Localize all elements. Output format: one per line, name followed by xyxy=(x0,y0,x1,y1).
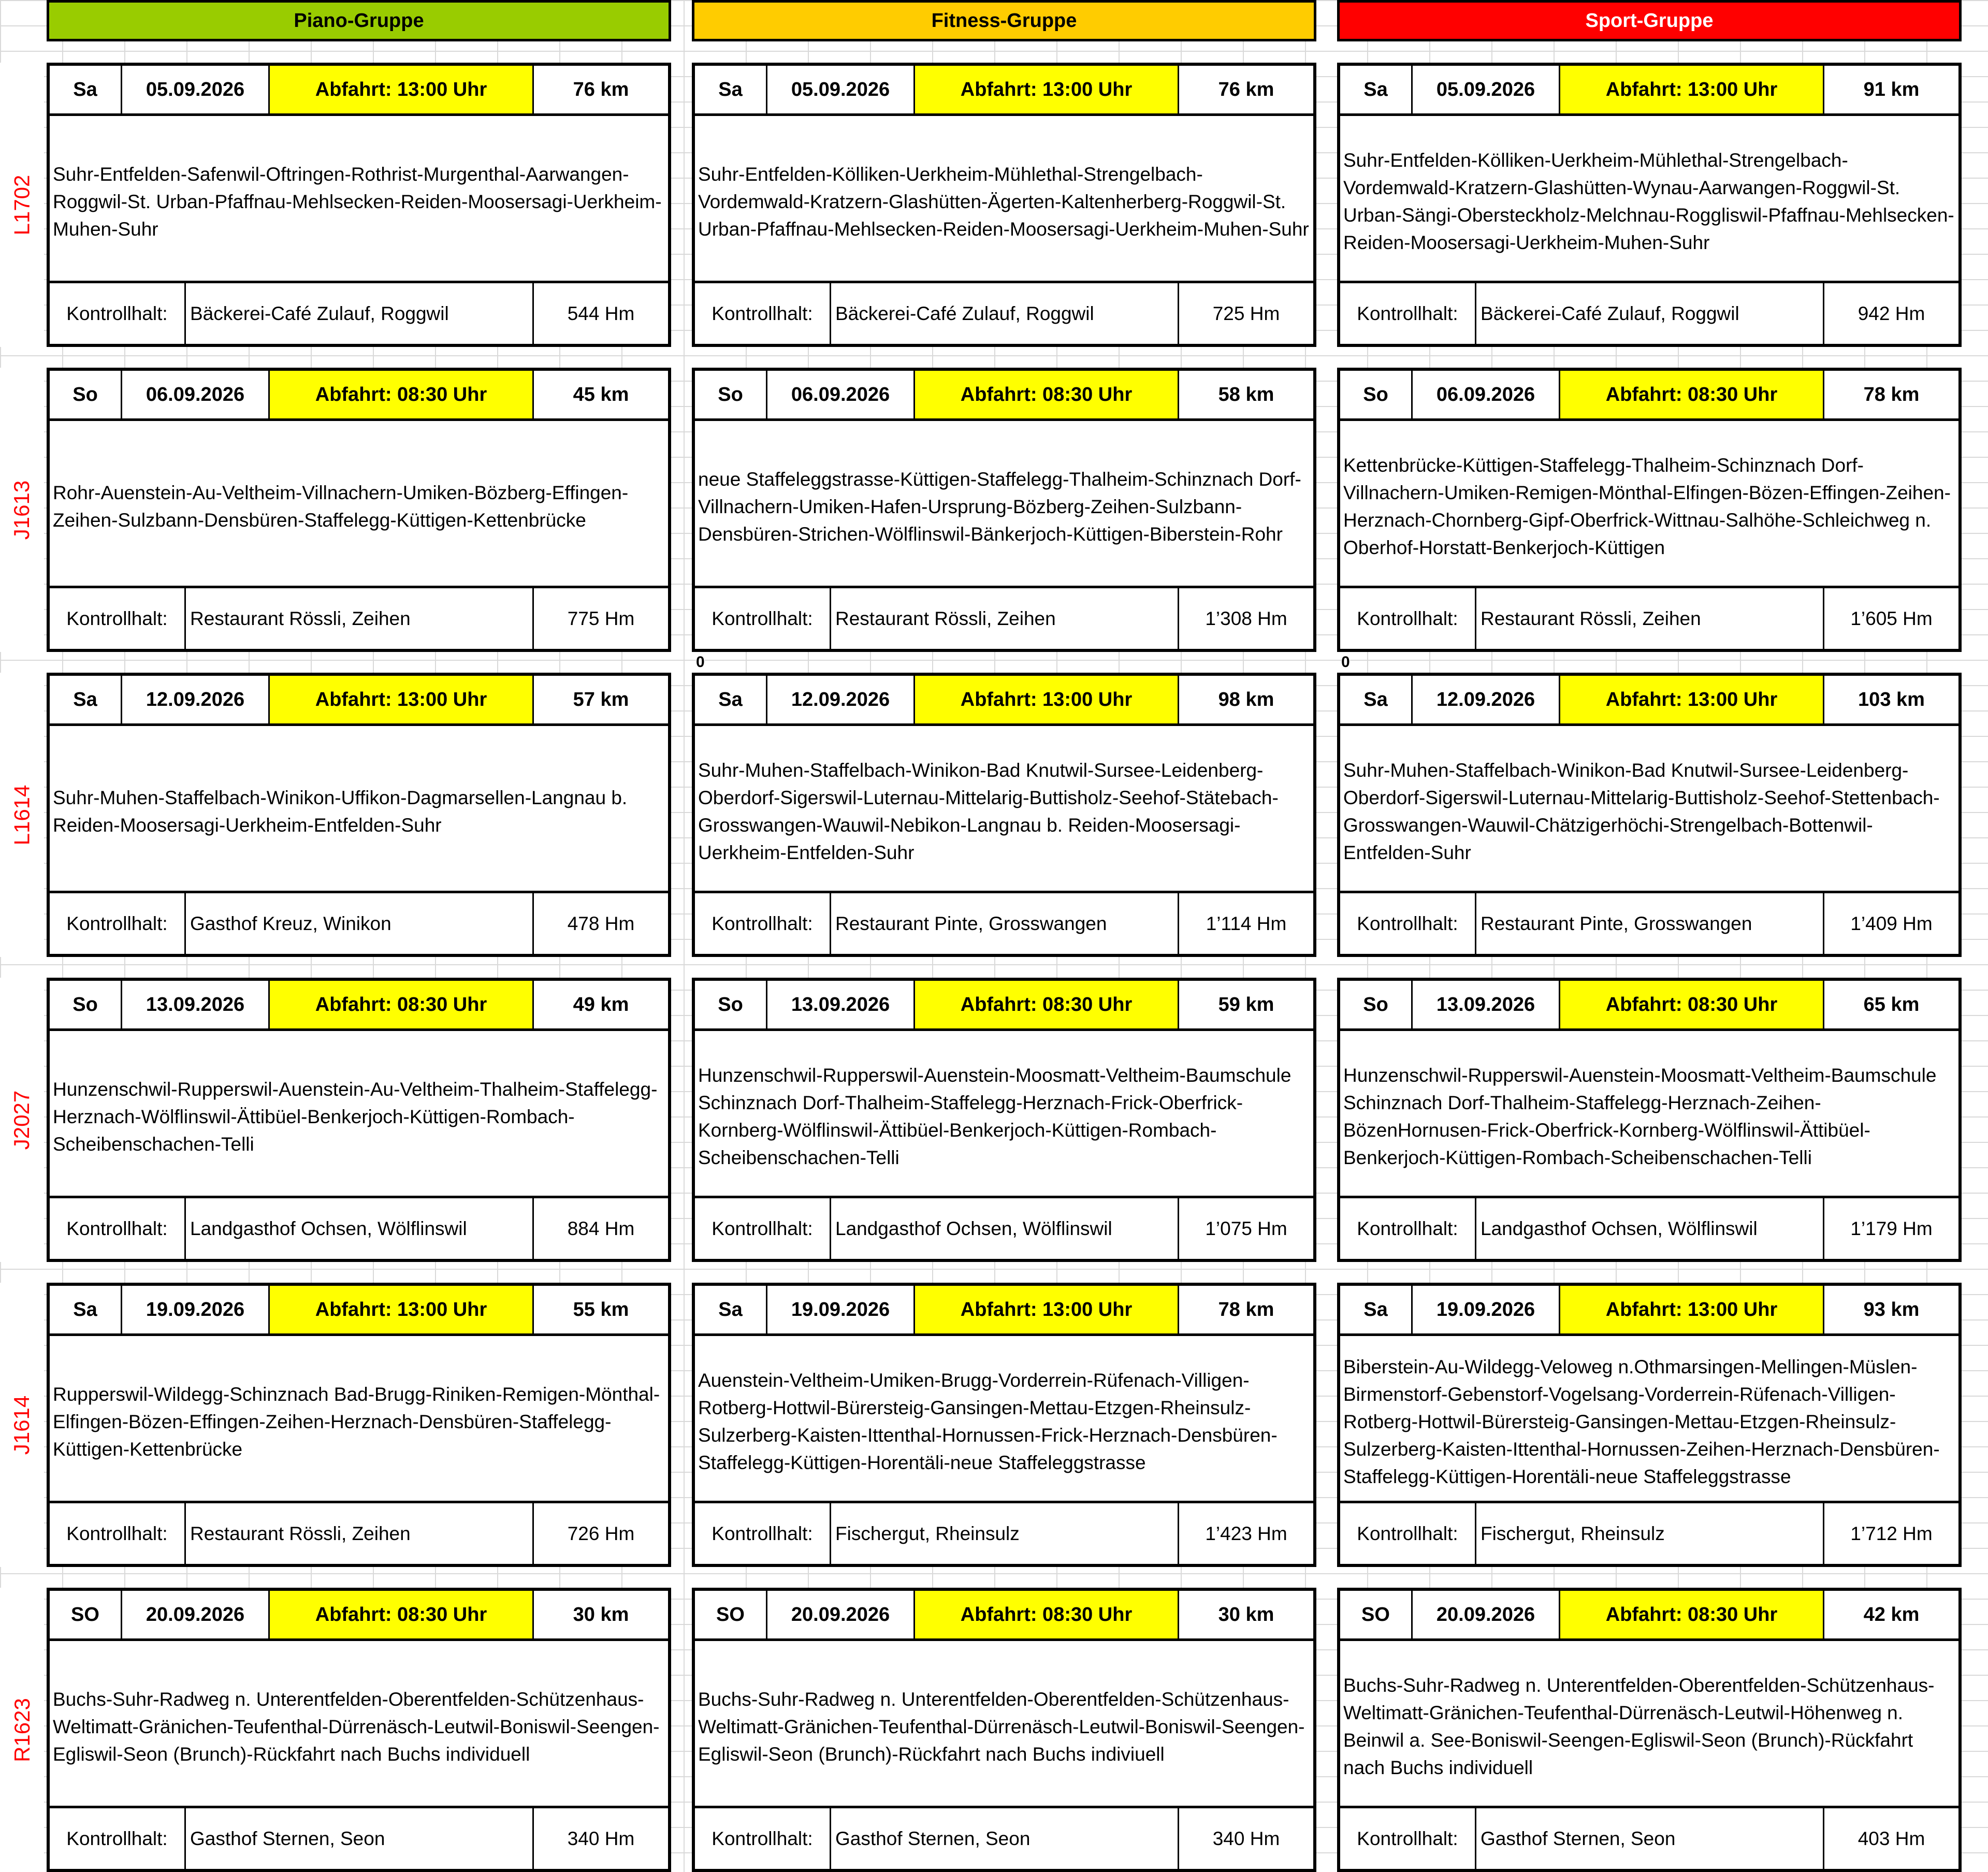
tour-departure: Abfahrt: 08:30 Uhr xyxy=(1560,371,1824,418)
tour-stop-row xyxy=(50,281,668,344)
tour-stop-row xyxy=(1340,891,1958,954)
kontrollhalt-label: Kontrollhalt: xyxy=(695,1808,831,1869)
tour-header-row xyxy=(1340,676,1958,726)
tour-route-text: Suhr-Muhen-Staffelbach-Winikon-Uffikon-Dagmarsellen-Langnau b. Reiden-Moosersagi-Uerkheim-Entfelden-Suhr xyxy=(53,787,628,836)
tour-route-text: Rohr-Auenstein-Au-Veltheim-Villnachern-Umiken-Bözberg-Effingen-Zeihen-Sulzbann-Densbüren-Staffelegg-Küttigen-Kettenbrücke xyxy=(53,482,629,531)
tour-elevation: 340 Hm xyxy=(567,1827,635,1849)
tour-code-label: J1614 xyxy=(9,1395,34,1455)
kontrollhalt-label: Kontrollhalt: xyxy=(1340,283,1476,344)
tour-card xyxy=(47,1283,671,1567)
tour-card xyxy=(1337,978,1962,1262)
tour-card xyxy=(47,673,671,957)
kontrollhalt-label: Kontrollhalt: xyxy=(50,588,186,649)
kontrollhalt-label: Kontrollhalt: xyxy=(1340,1503,1476,1564)
tour-distance: 93 km xyxy=(1863,1298,1920,1320)
tour-elevation: 1’712 Hm xyxy=(1850,1522,1933,1544)
tour-stop-row xyxy=(695,891,1313,954)
tour-departure: Abfahrt: 13:00 Uhr xyxy=(270,66,534,113)
tour-date: 20.09.2026 xyxy=(1413,1591,1560,1638)
tour-route-text: Kettenbrücke-Küttigen-Staffelegg-Thalheim-Schinznach Dorf-Villnachern-Umiken-Remigen-Mönthal-Elfingen-Bözen-Effingen-Zeihen-Herznach-Chornberg-Gipf-Oberfrick-Wittnau-Salhöhe-Schleichweg n. Oberhof-Horstatt-Benkerjoch-Küttigen xyxy=(1343,455,1951,558)
tour-route xyxy=(698,1031,1311,1202)
tour-elevation: 340 Hm xyxy=(1212,1827,1280,1849)
tour-stop-row xyxy=(50,891,668,954)
tour-elevation: 478 Hm xyxy=(567,912,635,934)
tour-date: 13.09.2026 xyxy=(122,981,270,1028)
tour-departure: Abfahrt: 08:30 Uhr xyxy=(270,1591,534,1638)
tour-header-row xyxy=(1340,371,1958,421)
tour-route xyxy=(53,726,666,897)
kontrollhalt-place: Gasthof Sternen, Seon xyxy=(1476,1808,1824,1869)
tour-distance: 30 km xyxy=(1218,1603,1274,1626)
tour-card xyxy=(47,63,671,347)
tour-date: 19.09.2026 xyxy=(122,1286,270,1333)
tour-distance: 103 km xyxy=(1858,688,1925,710)
tour-day: Sa xyxy=(50,676,122,723)
tour-day: Sa xyxy=(695,66,767,113)
tour-code xyxy=(0,63,44,347)
tour-date: 06.09.2026 xyxy=(1413,371,1560,418)
tour-day: Sa xyxy=(695,676,767,723)
kontrollhalt-label: Kontrollhalt: xyxy=(1340,588,1476,649)
tour-stop-row xyxy=(1340,586,1958,649)
kontrollhalt-place: Restaurant Pinte, Grosswangen xyxy=(1476,893,1824,954)
tour-distance: 42 km xyxy=(1863,1603,1920,1626)
tour-route xyxy=(53,1336,666,1507)
tour-header-row xyxy=(50,1591,668,1641)
kontrollhalt-label: Kontrollhalt: xyxy=(695,893,831,954)
tour-distance: 76 km xyxy=(573,78,629,100)
tour-card xyxy=(1337,1283,1962,1567)
tour-header-row xyxy=(1340,981,1958,1031)
tour-card xyxy=(692,1588,1316,1872)
tour-header-row xyxy=(695,676,1313,726)
tour-stop-row xyxy=(50,1806,668,1869)
tour-departure: Abfahrt: 08:30 Uhr xyxy=(915,371,1179,418)
tour-distance: 65 km xyxy=(1863,993,1920,1015)
header-sport-gruppe: Sport-Gruppe xyxy=(1337,0,1962,41)
tour-day: Sa xyxy=(50,1286,122,1333)
tour-day: So xyxy=(695,981,767,1028)
tour-elevation: 1’179 Hm xyxy=(1850,1217,1933,1239)
tour-header-row xyxy=(50,66,668,116)
tour-code-label: L1702 xyxy=(9,175,34,235)
tour-stop-row xyxy=(695,586,1313,649)
tour-card xyxy=(47,1588,671,1872)
kontrollhalt-label: Kontrollhalt: xyxy=(50,1503,186,1564)
tour-stop-row xyxy=(1340,281,1958,344)
tour-route xyxy=(698,1336,1311,1507)
tour-route xyxy=(1343,421,1956,592)
tour-elevation: 1’423 Hm xyxy=(1205,1522,1287,1544)
tour-code xyxy=(0,978,44,1262)
kontrollhalt-place: Bäckerei-Café Zulauf, Roggwil xyxy=(831,283,1179,344)
tour-stop-row xyxy=(50,1196,668,1259)
tour-stop-row xyxy=(50,586,668,649)
zero-mark-sport: 0 xyxy=(1341,654,1350,671)
tour-departure: Abfahrt: 13:00 Uhr xyxy=(270,1286,534,1333)
tour-day: Sa xyxy=(1340,1286,1413,1333)
tour-card xyxy=(1337,368,1962,652)
tour-header-row xyxy=(1340,1286,1958,1336)
header-piano-gruppe: Piano-Gruppe xyxy=(47,0,671,41)
kontrollhalt-label: Kontrollhalt: xyxy=(1340,893,1476,954)
tour-header-row xyxy=(695,1591,1313,1641)
tour-elevation: 403 Hm xyxy=(1858,1827,1925,1849)
kontrollhalt-label: Kontrollhalt: xyxy=(695,1198,831,1259)
tour-elevation: 725 Hm xyxy=(1212,302,1280,324)
header-fitness-gruppe: Fitness-Gruppe xyxy=(692,0,1316,41)
tour-departure: Abfahrt: 13:00 Uhr xyxy=(1560,676,1824,723)
tour-elevation: 544 Hm xyxy=(567,302,635,324)
tour-day: SO xyxy=(695,1591,767,1638)
tour-distance: 78 km xyxy=(1218,1298,1274,1320)
tour-route-text: Biberstein-Au-Wildegg-Veloweg n.Othmarsingen-Mellingen-Müslen-Birmenstorf-Gebenstorf-Vogelsang-Vorderrein-Rüfenach-Villigen-Rotberg-Hottwil-Bürersteig-Gansingen-Mettau-Etzgen-Rheinsulz-Sulzerberg-Kaisten-Ittenthal-Hornussen-Zeihen-Herznach-Densbüren-Staffelegg-Küttigen-Horentäli-neue Staffeleggstrasse xyxy=(1343,1356,1940,1487)
tour-departure: Abfahrt: 13:00 Uhr xyxy=(1560,66,1824,113)
tour-route xyxy=(1343,726,1956,897)
tour-elevation: 726 Hm xyxy=(567,1522,635,1544)
tour-departure: Abfahrt: 08:30 Uhr xyxy=(915,1591,1179,1638)
kontrollhalt-label: Kontrollhalt: xyxy=(1340,1198,1476,1259)
tour-stop-row xyxy=(1340,1806,1958,1869)
tour-card xyxy=(692,368,1316,652)
tour-elevation: 1’409 Hm xyxy=(1850,912,1933,934)
tour-stop-row xyxy=(1340,1196,1958,1259)
tour-card xyxy=(692,1283,1316,1567)
zero-mark-fitness: 0 xyxy=(696,654,705,671)
tour-header-row xyxy=(695,66,1313,116)
tour-distance: 91 km xyxy=(1863,78,1920,100)
tour-elevation: 884 Hm xyxy=(567,1217,635,1239)
tour-date: 20.09.2026 xyxy=(122,1591,270,1638)
tour-card xyxy=(47,368,671,652)
tour-code-label: L1614 xyxy=(9,785,34,845)
tour-day: So xyxy=(695,371,767,418)
tour-route-text: Suhr-Muhen-Staffelbach-Winikon-Bad Knutwil-Sursee-Leidenberg-Oberdorf-Sigerswil-Luternau-Mittelarig-Buttisholz-Seehof-Stettenbach-Grosswangen-Wauwil-Chätzigerhöchi-Strengelbach-Bottenwil-Entfelden-Suhr xyxy=(1343,760,1940,863)
tour-day: So xyxy=(50,371,122,418)
tour-distance: 59 km xyxy=(1218,993,1274,1015)
tour-header-row xyxy=(1340,66,1958,116)
tour-elevation: 1’114 Hm xyxy=(1206,912,1287,934)
kontrollhalt-place: Landgasthof Ochsen, Wölflinswil xyxy=(831,1198,1179,1259)
tour-distance: 58 km xyxy=(1218,383,1274,405)
kontrollhalt-place: Restaurant Rössli, Zeihen xyxy=(186,1503,534,1564)
kontrollhalt-place: Restaurant Rössli, Zeihen xyxy=(831,588,1179,649)
tour-route-text: Buchs-Suhr-Radweg n. Unterentfelden-Oberentfelden-Schützenhaus-Weltimatt-Gränichen-Teufenthal-Dürrenäsch-Leutwil-Höhenweg n. Beinwil a. See-Boniswil-Seengen-Egliswil-Seon (Brunch)-Rückfahrt nach Buchs individuell xyxy=(1343,1675,1935,1778)
kontrollhalt-place: Restaurant Rössli, Zeihen xyxy=(1476,588,1824,649)
tour-card xyxy=(47,978,671,1262)
tour-date: 13.09.2026 xyxy=(767,981,915,1028)
tour-departure: Abfahrt: 08:30 Uhr xyxy=(270,371,534,418)
kontrollhalt-label: Kontrollhalt: xyxy=(50,1808,186,1869)
kontrollhalt-place: Gasthof Kreuz, Winikon xyxy=(186,893,534,954)
kontrollhalt-label: Kontrollhalt: xyxy=(695,283,831,344)
tour-stop-row xyxy=(1340,1501,1958,1564)
tour-day: SO xyxy=(1340,1591,1413,1638)
tour-distance: 45 km xyxy=(573,383,629,405)
tour-route xyxy=(698,1641,1311,1812)
kontrollhalt-place: Landgasthof Ochsen, Wölflinswil xyxy=(186,1198,534,1259)
tour-stop-row xyxy=(695,281,1313,344)
tour-day: So xyxy=(1340,371,1413,418)
tour-route xyxy=(1343,1336,1956,1507)
tour-day: Sa xyxy=(1340,676,1413,723)
tour-date: 06.09.2026 xyxy=(122,371,270,418)
tour-header-row xyxy=(50,1286,668,1336)
tour-date: 06.09.2026 xyxy=(767,371,915,418)
tour-route xyxy=(1343,1641,1956,1812)
tour-code xyxy=(0,1283,44,1567)
kontrollhalt-label: Kontrollhalt: xyxy=(1340,1808,1476,1869)
tour-day: Sa xyxy=(1340,66,1413,113)
tour-header-row xyxy=(695,981,1313,1031)
tour-route xyxy=(698,726,1311,897)
tour-departure: Abfahrt: 08:30 Uhr xyxy=(1560,981,1824,1028)
tour-code xyxy=(0,673,44,957)
tour-route xyxy=(698,116,1311,287)
tour-day: Sa xyxy=(695,1286,767,1333)
kontrollhalt-label: Kontrollhalt: xyxy=(50,1198,186,1259)
tour-route-text: Hunzenschwil-Rupperswil-Auenstein-Moosmatt-Veltheim-Baumschule Schinznach Dorf-Thalheim-Staffelegg-Herznach-Frick-Oberfrick-Kornberg-Wölflinswil-Ättibüel-Benkerjoch-Küttigen-Rombach-Scheibenschachen-Telli xyxy=(698,1065,1292,1168)
tour-route xyxy=(1343,116,1956,287)
tour-date: 12.09.2026 xyxy=(1413,676,1560,723)
tour-elevation: 775 Hm xyxy=(567,607,635,629)
kontrollhalt-place: Bäckerei-Café Zulauf, Roggwil xyxy=(1476,283,1824,344)
kontrollhalt-label: Kontrollhalt: xyxy=(50,283,186,344)
tour-distance: 49 km xyxy=(573,993,629,1015)
tour-header-row xyxy=(695,1286,1313,1336)
tour-day: Sa xyxy=(50,66,122,113)
kontrollhalt-place: Landgasthof Ochsen, Wölflinswil xyxy=(1476,1198,1824,1259)
tour-date: 05.09.2026 xyxy=(122,66,270,113)
tour-date: 19.09.2026 xyxy=(1413,1286,1560,1333)
tour-route-text: Buchs-Suhr-Radweg n. Unterentfelden-Oberentfelden-Schützenhaus-Weltimatt-Gränichen-Teufenthal-Dürrenäsch-Leutwil-Boniswil-Seengen-Egliswil-Seon (Brunch)-Rückfahrt nach Buchs individuell xyxy=(53,1688,660,1765)
tour-route-text: Auenstein-Veltheim-Umiken-Brugg-Vorderrein-Rüfenach-Villigen-Rotberg-Hottwil-Bürersteig-Gansingen-Mettau-Etzgen-Rheinsulz-Sulzerberg-Kaisten-Ittenthal-Hornussen-Frick-Herznach-Densbüren-Staffelegg-Küttigen-Horentäli-neue Staffeleggstrasse xyxy=(698,1370,1278,1473)
tour-distance: 55 km xyxy=(573,1298,629,1320)
tour-stop-row xyxy=(50,1501,668,1564)
tour-departure: Abfahrt: 13:00 Uhr xyxy=(270,676,534,723)
tour-header-row xyxy=(50,676,668,726)
tour-card xyxy=(692,673,1316,957)
tour-departure: Abfahrt: 08:30 Uhr xyxy=(915,981,1179,1028)
tour-card xyxy=(1337,63,1962,347)
tour-route-text: Suhr-Entfelden-Kölliken-Uerkheim-Mühlethal-Strengelbach-Vordemwald-Kratzern-Glashütten-Ägerten-Kaltenherberg-Roggwil-St. Urban-Pfaffnau-Mehlsecken-Reiden-Moosersagi-Uerkheim-Muhen-Suhr xyxy=(698,163,1309,240)
tour-departure: Abfahrt: 13:00 Uhr xyxy=(1560,1286,1824,1333)
tour-code-label: J1613 xyxy=(9,480,34,540)
tour-route xyxy=(53,1031,666,1202)
kontrollhalt-place: Gasthof Sternen, Seon xyxy=(186,1808,534,1869)
tour-distance: 30 km xyxy=(573,1603,629,1626)
tour-card xyxy=(1337,1588,1962,1872)
kontrollhalt-place: Gasthof Sternen, Seon xyxy=(831,1808,1179,1869)
tour-departure: Abfahrt: 13:00 Uhr xyxy=(915,1286,1179,1333)
tour-elevation: 1’075 Hm xyxy=(1205,1217,1287,1239)
tour-route-text: neue Staffeleggstrasse-Küttigen-Staffelegg-Thalheim-Schinznach Dorf-Villnachern-Umiken-Hafen-Ursprung-Bözberg-Zeihen-Sulzbann-Densbüren-Strichen-Wölflinswil-Bänkerjoch-Küttigen-Biberstein-Rohr xyxy=(698,468,1301,545)
tour-route-text: Rupperswil-Wildegg-Schinznach Bad-Brugg-Riniken-Remigen-Mönthal-Elfingen-Bözen-Effingen-Zeihen-Herznach-Densbüren-Staffelegg-Küttigen-Kettenbrücke xyxy=(53,1383,660,1460)
tour-stop-row xyxy=(695,1196,1313,1259)
tour-departure: Abfahrt: 08:30 Uhr xyxy=(1560,1591,1824,1638)
tour-card xyxy=(692,63,1316,347)
tour-code-label: R1623 xyxy=(9,1697,34,1762)
tour-day: SO xyxy=(50,1591,122,1638)
tour-date: 13.09.2026 xyxy=(1413,981,1560,1028)
tour-route xyxy=(1343,1031,1956,1202)
tour-code-label: J2027 xyxy=(9,1090,34,1150)
tour-distance: 76 km xyxy=(1218,78,1274,100)
tour-route xyxy=(53,421,666,592)
tour-route-text: Buchs-Suhr-Radweg n. Unterentfelden-Oberentfelden-Schützenhaus-Weltimatt-Gränichen-Teufenthal-Dürrenäsch-Leutwil-Boniswil-Seengen-Egliswil-Seon (Brunch)-Rückfahrt nach Buchs indiviuell xyxy=(698,1688,1305,1765)
tour-header-row xyxy=(1340,1591,1958,1641)
tour-header-row xyxy=(50,371,668,421)
tour-date: 05.09.2026 xyxy=(1413,66,1560,113)
kontrollhalt-place: Restaurant Rössli, Zeihen xyxy=(186,588,534,649)
tour-departure: Abfahrt: 13:00 Uhr xyxy=(915,676,1179,723)
tour-distance: 98 km xyxy=(1218,688,1274,710)
kontrollhalt-place: Bäckerei-Café Zulauf, Roggwil xyxy=(186,283,534,344)
tour-code xyxy=(0,368,44,652)
tour-distance: 57 km xyxy=(573,688,629,710)
tour-route xyxy=(53,116,666,287)
tour-day: So xyxy=(1340,981,1413,1028)
tour-header-row xyxy=(695,371,1313,421)
tour-day: So xyxy=(50,981,122,1028)
tour-date: 12.09.2026 xyxy=(122,676,270,723)
kontrollhalt-place: Restaurant Pinte, Grosswangen xyxy=(831,893,1179,954)
tour-elevation: 1’605 Hm xyxy=(1850,607,1933,629)
tour-route-text: Suhr-Entfelden-Kölliken-Uerkheim-Mühlethal-Strengelbach-Vordemwald-Kratzern-Glashütten-Wynau-Aarwangen-Roggwil-St. Urban-Sängi-Obersteckholz-Melchnau-Roggliswil-Pfaffnau-Mehlsecken-Reiden-Moosersagi-Uerkheim-Muhen-Suhr xyxy=(1343,150,1954,253)
tour-date: 12.09.2026 xyxy=(767,676,915,723)
kontrollhalt-label: Kontrollhalt: xyxy=(50,893,186,954)
tour-elevation: 1’308 Hm xyxy=(1205,607,1287,629)
kontrollhalt-label: Kontrollhalt: xyxy=(695,588,831,649)
tour-route-text: Hunzenschwil-Rupperswil-Auenstein-Moosmatt-Veltheim-Baumschule Schinznach Dorf-Thalheim-Staffelegg-Herznach-Zeihen-BözenHornusen-Frick-Oberfrick-Kornberg-Wölflinswil-Ättibüel-Benkerjoch-Küttigen-Rombach-Scheibenschachen-Telli xyxy=(1343,1065,1937,1168)
tour-header-row xyxy=(50,981,668,1031)
tour-elevation: 942 Hm xyxy=(1858,302,1925,324)
kontrollhalt-place: Fischergut, Rheinsulz xyxy=(831,1503,1179,1564)
tour-code xyxy=(0,1588,44,1872)
tour-date: 20.09.2026 xyxy=(767,1591,915,1638)
tour-stop-row xyxy=(695,1806,1313,1869)
tour-card xyxy=(1337,673,1962,957)
tour-route xyxy=(698,421,1311,592)
tour-route-text: Hunzenschwil-Rupperswil-Auenstein-Au-Veltheim-Thalheim-Staffelegg-Herznach-Wölflinswil-Ättibüel-Benkerjoch-Küttigen-Rombach-Scheibenschachen-Telli xyxy=(53,1078,658,1155)
tour-card xyxy=(692,978,1316,1262)
tour-date: 19.09.2026 xyxy=(767,1286,915,1333)
tour-route xyxy=(53,1641,666,1812)
tour-distance: 78 km xyxy=(1863,383,1920,405)
tour-route-text: Suhr-Entfelden-Safenwil-Oftringen-Rothrist-Murgenthal-Aarwangen-Roggwil-St. Urban-Pfaffnau-Mehlsecken-Reiden-Moosersagi-Uerkheim-Muhen-Suhr xyxy=(53,163,662,240)
kontrollhalt-label: Kontrollhalt: xyxy=(695,1503,831,1564)
tour-stop-row xyxy=(695,1501,1313,1564)
tour-route-text: Suhr-Muhen-Staffelbach-Winikon-Bad Knutwil-Sursee-Leidenberg-Oberdorf-Sigerswil-Luternau-Mittelarig-Buttisholz-Seehof-Stätebach-Grosswangen-Wauwil-Nebikon-Langnau b. Reiden-Moosersagi-Uerkheim-Entfelden-Suhr xyxy=(698,760,1279,863)
tour-departure: Abfahrt: 13:00 Uhr xyxy=(915,66,1179,113)
tour-date: 05.09.2026 xyxy=(767,66,915,113)
tour-departure: Abfahrt: 08:30 Uhr xyxy=(270,981,534,1028)
kontrollhalt-place: Fischergut, Rheinsulz xyxy=(1476,1503,1824,1564)
